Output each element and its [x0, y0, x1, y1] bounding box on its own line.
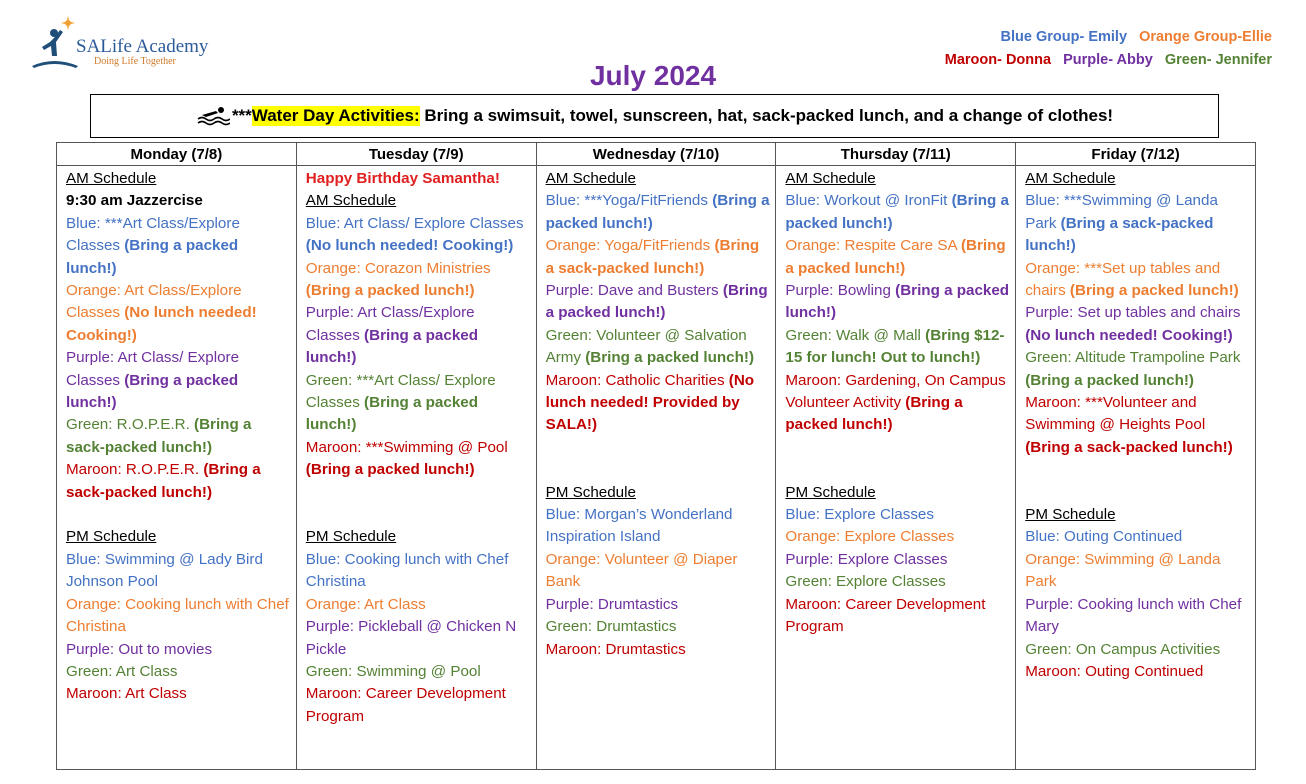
activity-maroon: Maroon: ***Swimming @ Pool (Bring a packed lunch!)	[305, 438, 508, 479]
day-cell-tuesday	[296, 166, 536, 770]
day-cell-thursday	[776, 166, 1016, 770]
activity-purple: Purple: Explore Classes	[785, 550, 948, 568]
activity-purple: Purple: Pickleball @ Chicken N Pickle	[305, 618, 517, 658]
activity-purple: Purple: Art Class/Explore Classes (Bring a packed lunch!)	[305, 304, 478, 367]
activity-blue: Blue: Art Class/ Explore Classes (No lunch needed! Cooking!)	[305, 214, 524, 255]
legend-green: Green- Jennifer	[1164, 52, 1272, 68]
am-schedule-label: AM Schedule	[545, 170, 636, 187]
activity-orange: Orange: Art Class/Explore Classes (No lunch needed! Cooking!)	[66, 282, 257, 344]
activity-orange: Orange: Explore Classes	[785, 528, 955, 546]
activity-maroon: Maroon: Career Development Program	[305, 685, 506, 725]
activity-purple: Purple: Art Class/ Explore Classes (Bring a packed lunch!)	[66, 349, 240, 412]
day-heading-friday: Friday (7/12)	[1016, 143, 1256, 166]
activity-blue: Blue: Outing Continued	[1025, 528, 1183, 546]
activity-orange: Orange: Swimming @ Landa Park	[1025, 550, 1221, 591]
legend-blue: Blue Group- Emily	[1000, 29, 1128, 45]
legend-purple: Purple- Abby	[1063, 52, 1153, 68]
banner-highlight: Water Day Activities:	[251, 106, 420, 125]
activity-blue: Blue: ***Art Class/Explore Classes (Bring a packed lunch!)	[66, 214, 240, 277]
activity-purple: Purple: Dave and Busters (Bring a packed lunch!)	[545, 282, 768, 322]
day-header-row	[57, 143, 1256, 166]
activity-orange: Orange: Art Class	[305, 595, 426, 613]
activity-maroon: Maroon: Career Development Program	[785, 595, 986, 636]
pm-schedule-label: PM Schedule	[66, 528, 157, 546]
activity-maroon: Maroon: Outing Continued	[1025, 662, 1204, 680]
day-heading-tuesday: Tuesday (7/9)	[296, 143, 536, 166]
activity-maroon: Maroon: R.O.P.E.R. (Bring a sack-packed lunch!)	[66, 461, 261, 501]
legend-maroon: Maroon- Donna	[944, 52, 1052, 68]
pm-schedule-label: PM Schedule	[785, 483, 876, 501]
activity-green: Green: Explore Classes	[785, 573, 946, 591]
pm-schedule-label: PM Schedule	[305, 528, 397, 546]
activity-blue: Blue: Swimming @ Lady Bird Johnson Pool	[66, 550, 263, 591]
weekly-schedule-table	[56, 142, 1256, 770]
activity-blue: Blue: ***Yoga/FitFriends (Bring a packed lunch!)	[545, 192, 770, 232]
am-schedule-label: AM Schedule	[1025, 170, 1116, 187]
activity-green: Green: Swimming @ Pool	[305, 662, 481, 680]
activity-green: Green: ***Art Class/ Explore Classes (Bring a packed lunch!)	[305, 371, 496, 434]
activity-green: Green: R.O.P.E.R. (Bring a sack-packed lunch!)	[66, 416, 252, 456]
day-cell-monday	[57, 166, 297, 770]
activity-orange: Orange: Yoga/FitFriends (Bring a sack-packed lunch!)	[545, 237, 760, 277]
logo-name: SALife Academy	[76, 36, 209, 57]
activity-purple: Purple: Bowling (Bring a packed lunch!)	[785, 282, 1010, 322]
activity-blue: Blue: Morgan’s Wonderland Inspiration Island	[545, 506, 733, 546]
am-schedule-label: AM Schedule	[66, 170, 157, 187]
banner-text: Bring a swimsuit, towel, sunscreen, hat, sack-packed lunch, and a change of clothes!	[419, 106, 1114, 125]
schedule-row	[57, 166, 1256, 770]
activity-orange: Orange: Cooking lunch with Chef Christina	[66, 595, 289, 636]
activity-purple: Purple: Out to movies	[66, 640, 213, 658]
day-cell-wednesday	[536, 166, 776, 770]
am-schedule-label: AM Schedule	[785, 170, 876, 187]
swimmer-icon	[196, 105, 230, 127]
pm-schedule-label: PM Schedule	[1025, 506, 1116, 524]
page-title: July 2024	[589, 60, 717, 91]
activity-green: Green: Walk @ Mall (Bring $12-15 for lunch! Out to lunch!)	[785, 326, 1005, 367]
legend-row-2	[937, 49, 1272, 72]
activity-purple: Purple: Cooking lunch with Chef Mary	[1025, 595, 1242, 636]
am-schedule-label: AM Schedule	[305, 192, 397, 210]
activity-blue: Blue: Workout @ IronFit (Bring a packed lunch!)	[785, 192, 1010, 232]
activity-maroon: Maroon: Drumtastics	[545, 640, 686, 658]
activity-green: Green: Drumtastics	[545, 618, 677, 636]
activity-green: Green: On Campus Activities	[1025, 640, 1221, 658]
activity-green: Green: Volunteer @ Salvation Army (Bring a packed lunch!)	[545, 326, 755, 367]
logo-tagline: Doing Life Together	[94, 56, 176, 67]
activity-blue: Blue: Explore Classes	[785, 506, 934, 524]
day-note: 9:30 am Jazzercise	[66, 192, 203, 210]
activity-blue: Blue: Cooking lunch with Chef Christina	[305, 550, 509, 591]
activity-orange: Orange: Respite Care SA (Bring a packed lunch!)	[785, 237, 1006, 277]
activity-blue: Blue: ***Swimming @ Landa Park (Bring a sack-packed lunch!)	[1025, 192, 1218, 255]
activity-purple: Purple: Set up tables and chairs (No lunch needed! Cooking!)	[1025, 304, 1241, 344]
pm-schedule-label: PM Schedule	[545, 483, 636, 501]
activity-maroon: Maroon: ***Volunteer and Swimming @ Heights Pool (Bring a sack-packed lunch!)	[1025, 394, 1233, 456]
activity-orange: Orange: Volunteer @ Diaper Bank	[545, 550, 738, 591]
water-day-banner	[90, 94, 1219, 138]
legend-orange: Orange Group-Ellie	[1139, 29, 1272, 45]
activity-green: Green: Altitude Trampoline Park (Bring a packed lunch!)	[1025, 349, 1241, 389]
activity-maroon: Maroon: Catholic Charities (No lunch needed! Provided by SALA!)	[545, 371, 755, 434]
birthday-note: Happy Birthday Samantha!	[305, 170, 500, 187]
activity-maroon: Maroon: Gardening, On Campus Volunteer Activity (Bring a packed lunch!)	[785, 371, 1006, 434]
day-cell-friday	[1016, 166, 1256, 770]
activity-maroon: Maroon: Art Class	[66, 685, 187, 703]
legend-row-1	[937, 26, 1272, 49]
activity-orange: Orange: ***Set up tables and chairs (Bring a packed lunch!)	[1025, 259, 1239, 300]
activity-purple: Purple: Drumtastics	[545, 595, 679, 613]
day-heading-wednesday: Wednesday (7/10)	[536, 143, 776, 166]
day-heading-monday: Monday (7/8)	[57, 143, 297, 166]
group-legend	[937, 26, 1272, 72]
banner-prefix: ***	[231, 106, 252, 125]
activity-orange: Orange: Corazon Ministries (Bring a packed lunch!)	[305, 259, 491, 300]
activity-green: Green: Art Class	[66, 662, 178, 680]
day-heading-thursday: Thursday (7/11)	[776, 143, 1016, 166]
